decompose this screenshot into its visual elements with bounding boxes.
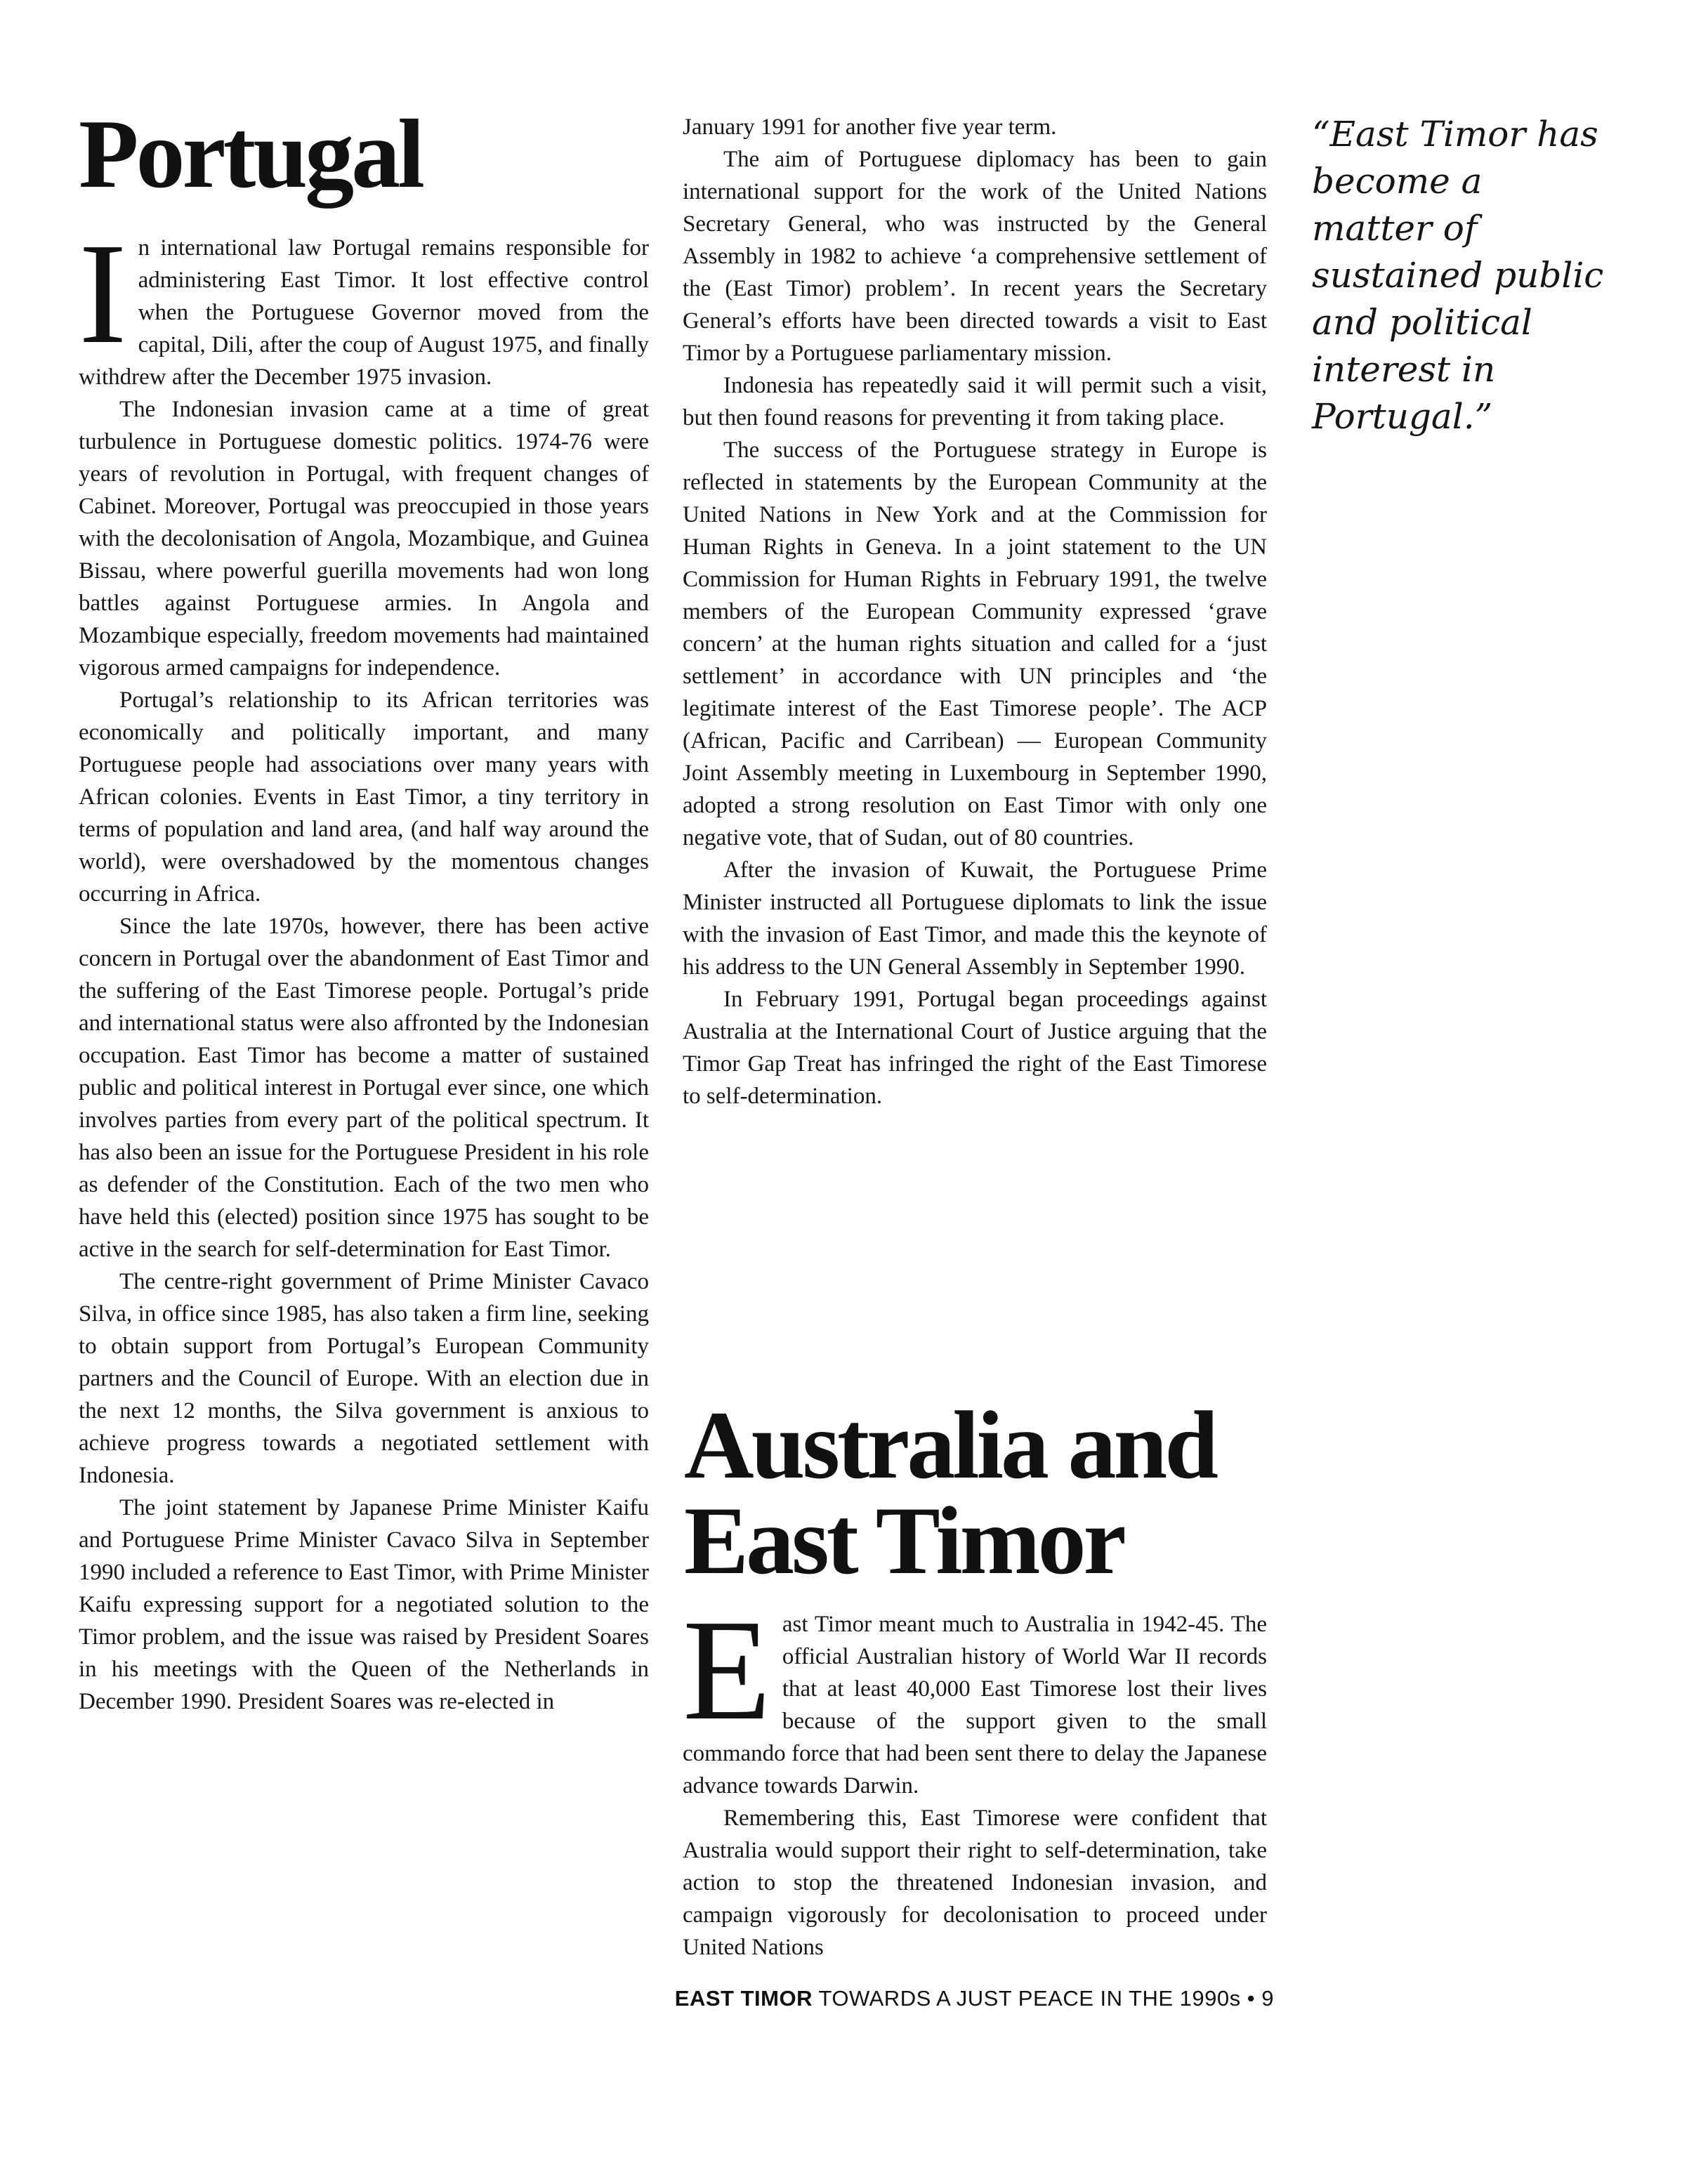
australia-paragraph-1 [683, 1589, 1267, 1802]
australia-paragraph-1-text: ast Timor meant much to Australia in 1942-45. The official Australian history of World War II records that at least 40,000 East Timorese lost their lives because of the support given to the small commando force that had been sent there to delay the Japanese advance towards Darwin. [683, 1612, 1267, 1799]
portugal-paragraph-5: The centre-right government of Prime Minister Cavaco Silva, in office since 1985, has also taken a firm line, seeking to obtain support from Portugal’s European Community partners and the Council of Europe. With an election due in the next 12 months, the Silva government is anxious to achieve progress towards a negotiated settlement with Indonesia. [79, 1269, 649, 1488]
portugal-paragraph-1-text: n international law Portugal remains responsible for administering East Timor. It lost effective control when the Portuguese Governor moved from the capital, Dili, after the coup of August 1975, and finally withdrew after the December 1975 invasion. [79, 235, 649, 390]
page-footer [642, 1986, 1274, 2011]
footer-subtitle: TOWARDS A JUST PEACE IN THE 1990s [818, 1986, 1241, 2011]
portugal-paragraph-6: The joint statement by Japanese Prime Minister Kaifu and Portuguese Prime Minister Cavaco Silva in September 1990 included a reference to East Timor, with Prime Minister Kaifu expressing support for a negotiated solution to the Timor problem, and the issue was raised by President Soares in his meetings with the Queen of the Netherlands in December 1990. President Soares was re-elected in [79, 1495, 649, 1714]
page-number: 9 [1261, 1986, 1274, 2011]
column-middle [683, 111, 1267, 1112]
portugal-paragraph-2: The Indonesian invasion came at a time of great turbulence in Portuguese domestic politics. 1974-76 were years of revolution in Portugal, with frequent changes of Cabinet. Moreover, Portugal was preoccupied in those years with the decolonisation of Angola, Mozambique, and Guinea Bissau, where powerful guerilla movements had won long battles against Portuguese armies. In Angola and Mozambique especially, freedom movements had maintained vigorous armed campaigns for independence. [79, 397, 649, 680]
australia-section [683, 1589, 1267, 1964]
portugal-continued-1: January 1991 for another five year term. [683, 114, 1057, 140]
portugal-drop-cap: I [79, 213, 127, 374]
column-left [79, 213, 649, 1718]
footer-brand: EAST TIMOR [674, 1986, 813, 2011]
portugal-continued-2: The aim of Portuguese diplomacy has been to gain international support for the work of the United Nations Secretary General, who was instructed by the General Assembly in 1982 to achieve ‘a comprehensive settlement of the (East Timor) problem’. In recent years the Secretary General’s efforts have been directed towards a visit to East Timor by a Portuguese parliamentary mission. [683, 147, 1267, 366]
australia-drop-cap: E [683, 1589, 771, 1750]
portugal-continued-4: The success of the Portuguese strategy in Europe is reflected in statements by the European Community at the United Nations in New York and at the Commission for Human Rights in Geneva. In a joint statement to the UN Commission for Human Rights in February 1991, the twelve members of the European Community expressed ‘grave concern’ at the human rights situation and called for a ‘just settlement’ in accordance with UN principles and ‘the legitimate interest of the East Timorese people’. The ACP (African, Pacific and Carribean) — European Community Joint Assembly meeting in Luxembourg in September 1990, adopted a strong resolution on East Timor with only one negative vote, that of Sudan, out of 80 countries. [683, 438, 1267, 850]
portugal-paragraph-3: Portugal’s relationship to its African territories was economically and politically important, and many Portuguese people had associations over many years with African colonies. Events in East Timor, a tiny territory in terms of population and land area, (and half way around the world), were overshadowed by the momentous changes occurring in Africa. [79, 688, 649, 907]
footer-separator: • [1247, 1986, 1256, 2011]
portugal-paragraph-4: Since the late 1970s, however, there has been active concern in Portugal over the abandonment of East Timor and the suffering of the East Timorese people. Portugal’s pride and international status were also affronted by the Indonesian occupation. East Timor has become a matter of sustained public and political interest in Portugal ever since, one which involves parties from every part of the political spectrum. It has also been an issue for the Portuguese President in his role as defender of the Constitution. Each of the two men who have held this (elected) position since 1975 has sought to be active in the search for self-determination for East Timor. [79, 914, 649, 1262]
pull-quote: “East Timor has become a matter of sustained public and political interest in Portugal.” [1312, 114, 1604, 437]
portugal-continued-5: After the invasion of Kuwait, the Portuguese Prime Minister instructed all Portuguese diplomats to link the issue with the invasion of East Timor, and made this the keynote of his address to the UN General Assembly in September 1990. [683, 857, 1267, 980]
portugal-paragraph-1 [79, 213, 649, 393]
portugal-heading: Portugal [79, 100, 423, 209]
portugal-continued-6: In February 1991, Portugal began proceedings against Australia at the International Court of Justice arguing that the Timor Gap Treat has infringed the right of the East Timorese to self-determination. [683, 987, 1267, 1109]
australia-heading: Australia and East Timor [684, 1391, 1216, 1594]
australia-paragraph-2: Remembering this, East Timorese were confident that Australia would support their right to self-determination, take action to stop the threatened Indonesian invasion, and campaign vigorously for decolonisation to proceed under United Nations [683, 1806, 1267, 1960]
portugal-continued-3: Indonesia has repeatedly said it will permit such a visit, but then found reasons for preventing it from taking place. [683, 373, 1267, 430]
